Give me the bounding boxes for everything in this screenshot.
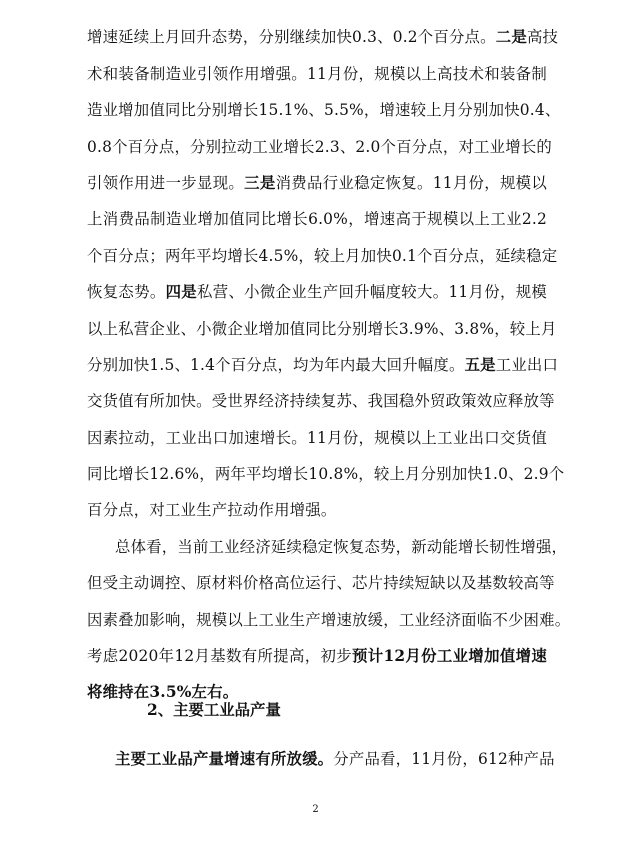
paragraph-line-10: 分别加快1.5、1.4个百分点，均为年内最大回升幅度。五是工业出口 xyxy=(87,356,559,374)
paragraph3-line-1: 主要工业品产量增速有所放缓。分产品看，11月份，612种产品 xyxy=(115,750,555,768)
paragraph2-line-2: 但受主动调控、原材料价格高位运行、芯片持续短缺以及基数较高等 xyxy=(87,574,555,592)
section-heading: 2、主要工业品产量 xyxy=(147,701,281,719)
paragraph-line-6: 上消费品制造业增加值同比增长6.0%，增速高于规模以上工业2.2 xyxy=(87,210,547,228)
paragraph-line-3: 造业增加值同比分别增长15.1%、5.5%，增速较上月分别加快0.4、 xyxy=(87,101,561,119)
paragraph2-line-4: 考虑2020年12月基数有所提高，初步预计12月份工业增加值增速 xyxy=(87,647,547,665)
paragraph-line-12: 因素拉动，工业出口加速增长。11月份，规模以上工业出口交货值 xyxy=(87,429,547,447)
paragraph2-line-1: 总体看，当前工业经济延续稳定恢复态势，新动能增长韧性增强， xyxy=(115,538,568,556)
paragraph-line-7: 个百分点；两年平均增长4.5%，较上月加快0.1个百分点，延续稳定 xyxy=(87,247,558,265)
paragraph-line-14: 百分点，对工业生产拉动作用增强。 xyxy=(87,501,337,519)
paragraph-line-8: 恢复态势。四是私营、小微企业生产回升幅度较大。11月份，规模 xyxy=(87,283,547,301)
paragraph-line-1: 增速延续上月回升态势，分别继续加快0.3、0.2个百分点。二是高技 xyxy=(87,28,559,46)
paragraph-line-2: 术和装备制造业引领作用增强。11月份，规模以上高技术和装备制 xyxy=(87,65,547,83)
paragraph2-line-5: 将维持在3.5%左右。 xyxy=(87,683,239,701)
paragraph-line-13: 同比增长12.6%，两年平均增长10.8%，较上月分别加快1.0、2.9个 xyxy=(87,465,565,483)
paragraph-line-9: 以上私营企业、小微企业增加值同比分别增长3.9%、3.8%，较上月 xyxy=(87,320,557,338)
paragraph2-line-3: 因素叠加影响，规模以上工业生产增速放缓，工业经济面临不少困难。 xyxy=(87,611,571,629)
paragraph-line-11: 交货值有所加快。受世界经济持续复苏、我国稳外贸政策效应释放等 xyxy=(87,392,555,410)
paragraph-line-5: 引领作用进一步显现。三是消费品行业稳定恢复。11月份，规模以 xyxy=(87,174,547,192)
paragraph-line-4: 0.8个百分点，分别拉动工业增长2.3、2.0个百分点，对工业增长的 xyxy=(87,138,552,156)
page-number: 2 xyxy=(312,804,319,815)
